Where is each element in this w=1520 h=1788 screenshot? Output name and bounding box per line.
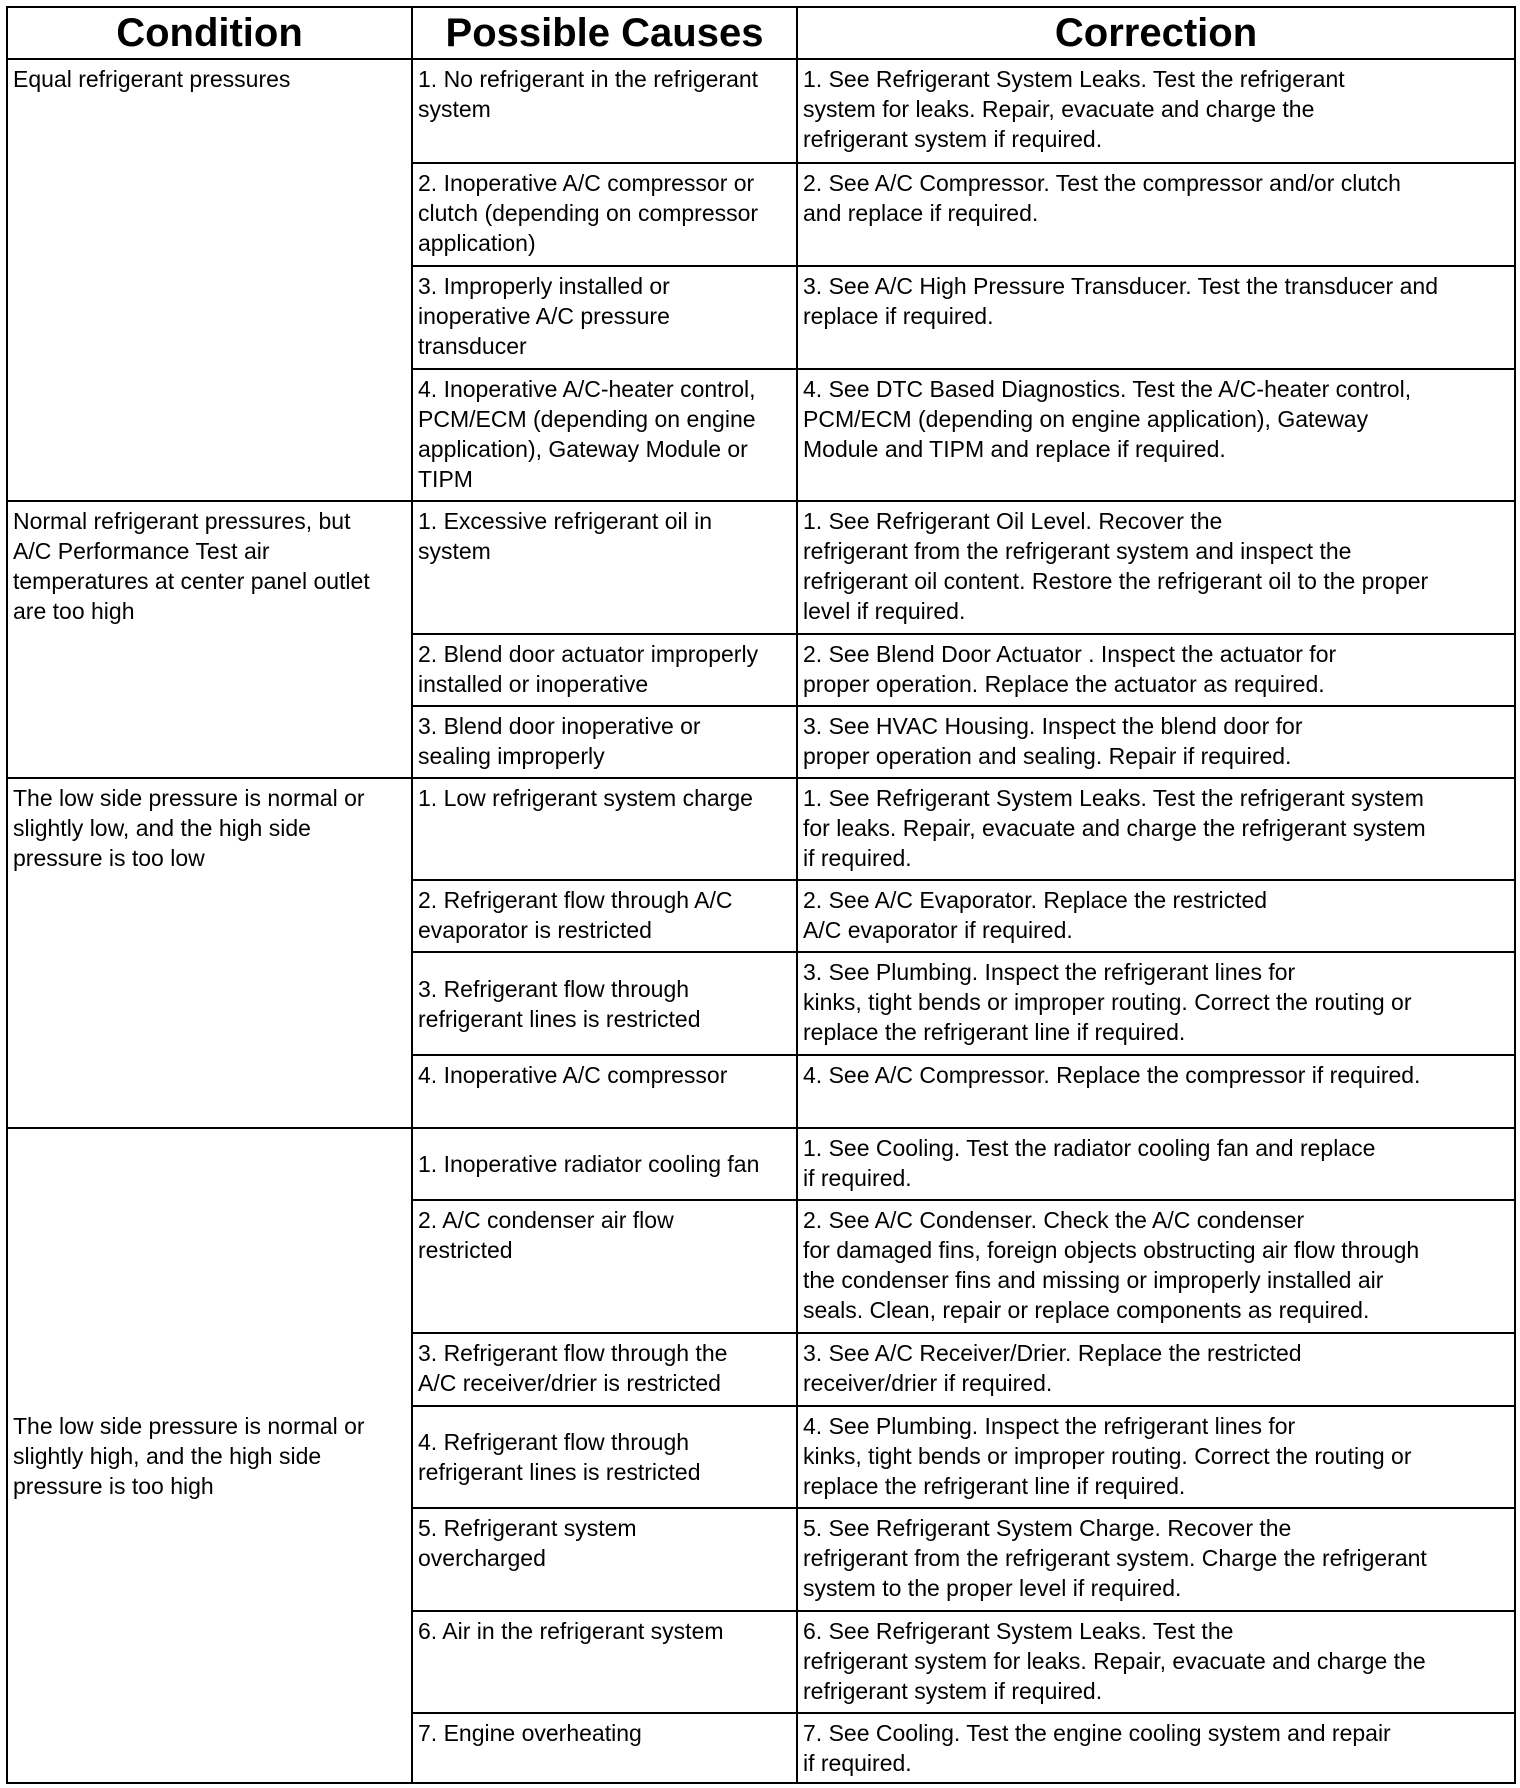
cause-cell: 3. Refrigerant flow through refrigerant lines is restricted [412, 952, 797, 1055]
condition-header: Condition [7, 7, 412, 59]
cause-cell: 3. Blend door inoperative or sealing improperly [412, 706, 797, 778]
table-row [7, 1128, 1515, 1200]
correction-cell: 1. See Refrigerant System Leaks. Test the refrigerant system for leaks. Repair, evacuate and charge the refrigerant system if required. [797, 59, 1515, 163]
correction-cell: 3. See A/C Receiver/Drier. Replace the restricted receiver/drier if required. [797, 1333, 1515, 1406]
condition-cell: The low side pressure is normal or slightly high, and the high side pressure is too high [7, 1128, 412, 1783]
possible-causes-header: Possible Causes [412, 7, 797, 59]
cause-cell: 7. Engine overheating [412, 1713, 797, 1783]
cause-cell: 2. Blend door actuator improperly installed or inoperative [412, 634, 797, 706]
cause-cell: 2. Refrigerant flow through A/C evaporator is restricted [412, 880, 797, 952]
cause-cell: 1. Excessive refrigerant oil in system [412, 501, 797, 634]
correction-cell: 4. See DTC Based Diagnostics. Test the A/C-heater control, PCM/ECM (depending on engine application), Gateway Module and TIPM and replace if required. [797, 369, 1515, 501]
table-row [7, 59, 1515, 163]
correction-cell: 4. See A/C Compressor. Replace the compressor if required. [797, 1055, 1515, 1128]
condition-cell: Normal refrigerant pressures, but A/C Performance Test air temperatures at center panel outlet are too high [7, 501, 412, 778]
correction-cell: 1. See Refrigerant System Leaks. Test the refrigerant system for leaks. Repair, evacuate and charge the refrigerant system if required. [797, 778, 1515, 880]
correction-cell: 4. See Plumbing. Inspect the refrigerant lines for kinks, tight bends or improper routing. Correct the routing or replace the refrigerant line if required. [797, 1406, 1515, 1508]
correction-cell: 3. See Plumbing. Inspect the refrigerant lines for kinks, tight bends or improper routing. Correct the routing or replace the refrigerant line if required. [797, 952, 1515, 1055]
cause-cell: 1. No refrigerant in the refrigerant system [412, 59, 797, 163]
cause-cell: 1. Inoperative radiator cooling fan [412, 1128, 797, 1200]
condition-cell: The low side pressure is normal or slightly low, and the high side pressure is too low [7, 778, 412, 1128]
cause-cell: 2. Inoperative A/C compressor or clutch (depending on compressor application) [412, 163, 797, 266]
cause-cell: 3. Refrigerant flow through the A/C receiver/drier is restricted [412, 1333, 797, 1406]
diagnosis-table [6, 6, 1516, 1784]
table-body [7, 59, 1515, 1783]
header-row [7, 7, 1515, 59]
correction-cell: 6. See Refrigerant System Leaks. Test the refrigerant system for leaks. Repair, evacuate and charge the refrigerant system if required. [797, 1611, 1515, 1713]
correction-header: Correction [797, 7, 1515, 59]
cause-cell: 4. Refrigerant flow through refrigerant lines is restricted [412, 1406, 797, 1508]
correction-cell: 5. See Refrigerant System Charge. Recover the refrigerant from the refrigerant system. Charge the refrigerant system to the proper level if required. [797, 1508, 1515, 1611]
correction-cell: 2. See A/C Evaporator. Replace the restricted A/C evaporator if required. [797, 880, 1515, 952]
correction-cell: 7. See Cooling. Test the engine cooling system and repair if required. [797, 1713, 1515, 1783]
correction-cell: 3. See A/C High Pressure Transducer. Test the transducer and replace if required. [797, 266, 1515, 369]
cause-cell: 2. A/C condenser air flow restricted [412, 1200, 797, 1333]
cause-cell: 1. Low refrigerant system charge [412, 778, 797, 880]
cause-cell: 4. Inoperative A/C-heater control, PCM/ECM (depending on engine application), Gateway Module or TIPM [412, 369, 797, 501]
correction-cell: 2. See Blend Door Actuator . Inspect the actuator for proper operation. Replace the actuator as required. [797, 634, 1515, 706]
cause-cell: 3. Improperly installed or inoperative A/C pressure transducer [412, 266, 797, 369]
condition-cell: Equal refrigerant pressures [7, 59, 412, 501]
correction-cell: 2. See A/C Condenser. Check the A/C condenser for damaged fins, foreign objects obstructing air flow through the condenser fins and missing or improperly installed air seals. Clean, repair or replace components as required. [797, 1200, 1515, 1333]
correction-cell: 3. See HVAC Housing. Inspect the blend door for proper operation and sealing. Repair if required. [797, 706, 1515, 778]
table-row [7, 778, 1515, 880]
correction-cell: 1. See Refrigerant Oil Level. Recover the refrigerant from the refrigerant system and inspect the refrigerant oil content. Restore the refrigerant oil to the proper level if required. [797, 501, 1515, 634]
cause-cell: 4. Inoperative A/C compressor [412, 1055, 797, 1128]
table-row [7, 501, 1515, 634]
cause-cell: 6. Air in the refrigerant system [412, 1611, 797, 1713]
correction-cell: 1. See Cooling. Test the radiator cooling fan and replace if required. [797, 1128, 1515, 1200]
correction-cell: 2. See A/C Compressor. Test the compressor and/or clutch and replace if required. [797, 163, 1515, 266]
cause-cell: 5. Refrigerant system overcharged [412, 1508, 797, 1611]
